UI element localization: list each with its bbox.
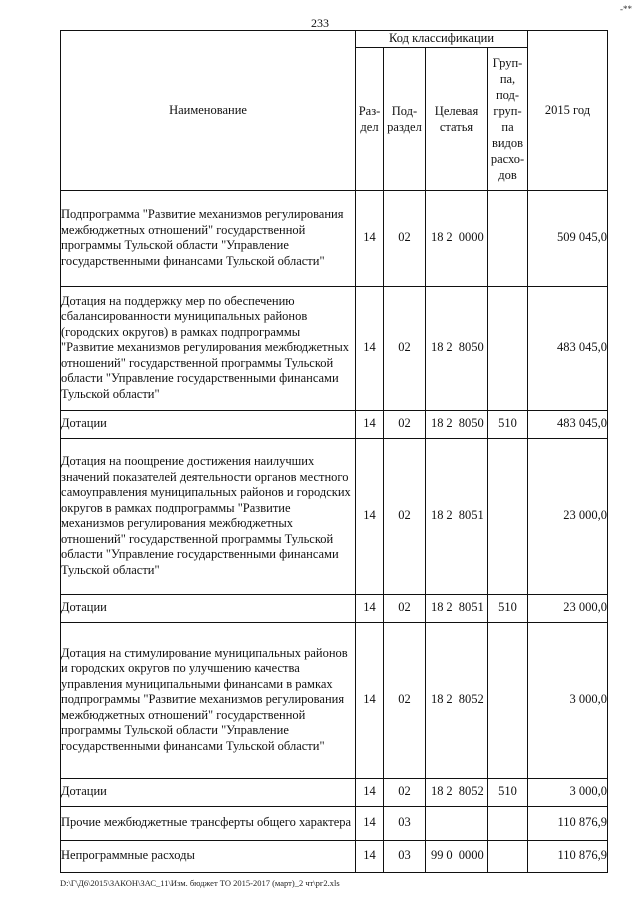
row-name: Прочие межбюджетные трансферты общего характера	[61, 806, 356, 840]
row-section: 14	[356, 622, 384, 778]
row-target-program: 18	[426, 594, 444, 622]
file-path-footer: D:\Г\Д6\2015\ЗАКОН\ЗАС_11\Изм. бюджет ТО 2015-2017 (март)_2 чт\рг2.xls	[60, 878, 340, 888]
header-year: 2015 год	[528, 31, 608, 191]
row-expense-group: 510	[488, 410, 528, 438]
row-name: Дотация на поддержку мер по обеспечению сбалансированности муниципальных районов (городских округов) в рамках подпрограммы "Развитие механизмов регулирования межбюджетных отношений" государственной программы Тульской области "Управление государственными финансами Тульской области"	[61, 286, 356, 410]
header-classification: Код классификации	[356, 31, 528, 48]
table-row	[61, 594, 608, 622]
row-expense-group: 510	[488, 594, 528, 622]
row-target-subprogram: 2	[444, 410, 456, 438]
row-target-program: 99	[426, 840, 444, 872]
row-name: Дотация на поощрение достижения наилучших значений показателей деятельности органов местного самоуправления муниципальных районов и городских округов в рамках подпрограммы "Развитие механизмов регулирования межбюджетных отношений" государственной программы Тульской области "Управление государственными финансами Тульской области"	[61, 438, 356, 594]
row-target-program: 18	[426, 438, 444, 594]
row-expense-group: 510	[488, 778, 528, 806]
row-subsection: 02	[384, 594, 426, 622]
row-target-direction: 8052	[456, 622, 488, 778]
row-target-subprogram: 2	[444, 438, 456, 594]
row-subsection: 02	[384, 778, 426, 806]
table-row	[61, 190, 608, 286]
row-target-direction: 8051	[456, 438, 488, 594]
row-amount: 110 876,9	[528, 806, 608, 840]
table-row	[61, 778, 608, 806]
row-target-subprogram	[444, 806, 456, 840]
row-target-direction: 0000	[456, 840, 488, 872]
row-subsection: 03	[384, 840, 426, 872]
row-subsection: 02	[384, 438, 426, 594]
row-subsection: 02	[384, 410, 426, 438]
row-amount: 509 045,0	[528, 190, 608, 286]
row-amount: 3 000,0	[528, 622, 608, 778]
row-section: 14	[356, 594, 384, 622]
row-amount: 23 000,0	[528, 594, 608, 622]
row-target-direction: 8052	[456, 778, 488, 806]
table-row	[61, 410, 608, 438]
row-amount: 483 045,0	[528, 410, 608, 438]
row-section: 14	[356, 806, 384, 840]
row-name: Непрограммные расходы	[61, 840, 356, 872]
row-target-subprogram: 2	[444, 190, 456, 286]
row-section: 14	[356, 410, 384, 438]
row-name: Дотации	[61, 594, 356, 622]
row-target-subprogram: 2	[444, 622, 456, 778]
row-subsection: 02	[384, 190, 426, 286]
row-target-program	[426, 806, 444, 840]
row-target-program: 18	[426, 778, 444, 806]
row-subsection: 03	[384, 806, 426, 840]
row-amount: 23 000,0	[528, 438, 608, 594]
table-row	[61, 806, 608, 840]
header-subsection: Под- раздел	[384, 47, 426, 190]
header-target: Целевая статья	[426, 47, 488, 190]
row-expense-group	[488, 806, 528, 840]
row-amount: 483 045,0	[528, 286, 608, 410]
row-expense-group	[488, 840, 528, 872]
table-row	[61, 438, 608, 594]
row-target-program: 18	[426, 190, 444, 286]
table-row	[61, 622, 608, 778]
row-target-direction: 8050	[456, 286, 488, 410]
header-section: Раз- дел	[356, 47, 384, 190]
row-target-subprogram: 2	[444, 778, 456, 806]
row-section: 14	[356, 190, 384, 286]
row-target-program: 18	[426, 622, 444, 778]
row-section: 14	[356, 438, 384, 594]
row-amount: 3 000,0	[528, 778, 608, 806]
row-expense-group	[488, 190, 528, 286]
table-row	[61, 840, 608, 872]
row-expense-group	[488, 438, 528, 594]
row-name: Дотации	[61, 778, 356, 806]
header-name: Наименование	[61, 31, 356, 191]
row-section: 14	[356, 286, 384, 410]
row-target-program: 18	[426, 286, 444, 410]
row-target-direction: 0000	[456, 190, 488, 286]
page-number: 233	[311, 16, 329, 30]
row-subsection: 02	[384, 622, 426, 778]
table-body	[61, 190, 608, 872]
budget-table	[60, 30, 608, 873]
table-row	[61, 286, 608, 410]
row-subsection: 02	[384, 286, 426, 410]
header-group: Груп- па, под- груп- па видов расхо- дов	[488, 47, 528, 190]
row-target-direction: 8051	[456, 594, 488, 622]
row-target-subprogram: 2	[444, 286, 456, 410]
row-amount: 110 876,9	[528, 840, 608, 872]
row-target-direction: 8050	[456, 410, 488, 438]
row-section: 14	[356, 840, 384, 872]
row-target-subprogram: 0	[444, 840, 456, 872]
row-name: Дотации	[61, 410, 356, 438]
row-target-subprogram: 2	[444, 594, 456, 622]
row-target-program: 18	[426, 410, 444, 438]
row-section: 14	[356, 778, 384, 806]
row-name: Дотация на стимулирование муниципальных районов и городских округов по улучшению качества управления муниципальными финансами в рамках подпрограммы "Развитие механизмов регулирования межбюджетных отношений" государственной программы Тульской области "Управление государственными финансами Тульской области"	[61, 622, 356, 778]
row-expense-group	[488, 622, 528, 778]
corner-mark: -**	[620, 4, 632, 14]
row-name: Подпрограмма "Развитие механизмов регулирования межбюджетных отношений" государственной программы Тульской области "Управление государственными финансами Тульской области"	[61, 190, 356, 286]
row-target-direction	[456, 806, 488, 840]
row-expense-group	[488, 286, 528, 410]
